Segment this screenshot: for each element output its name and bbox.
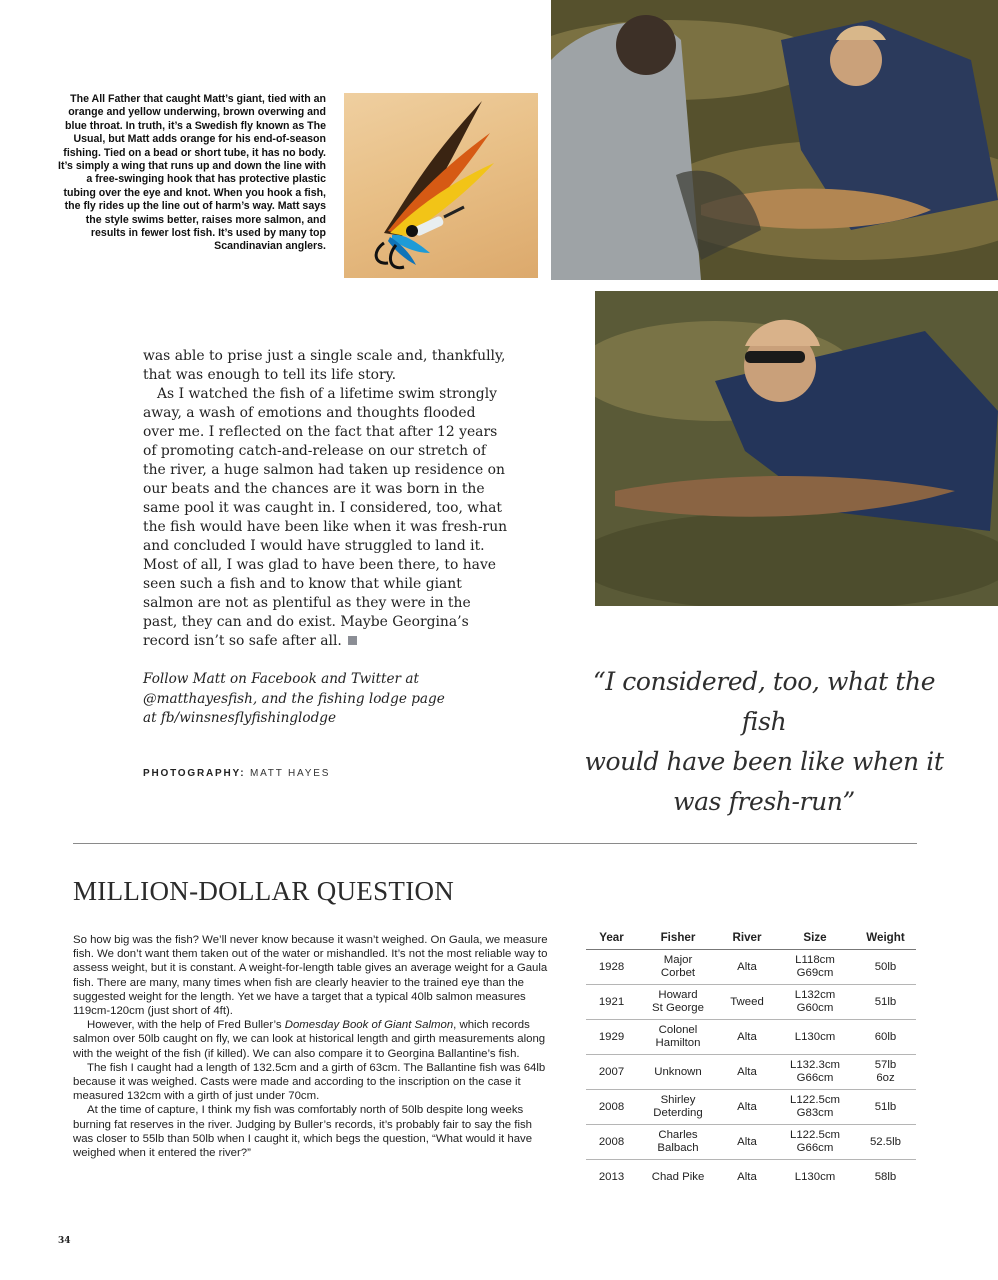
table-row	[586, 985, 916, 1020]
table-row	[586, 1055, 916, 1090]
section-paragraph-text: However, with the help of Fred Buller’s	[87, 1019, 285, 1032]
cell-size-line: L132.3cm	[789, 1059, 841, 1071]
cell-fisher	[637, 1090, 719, 1125]
fly-photo	[344, 93, 538, 278]
column-header-size: Size	[803, 930, 827, 944]
cell-year	[586, 950, 637, 985]
end-of-article-mark	[348, 636, 357, 645]
cell-fisher-line: Howard	[658, 989, 698, 1001]
cell-river	[719, 1020, 775, 1055]
cell-weight-line: 51lb	[874, 1100, 897, 1113]
book-title: Domesday Book of Giant Salmon	[284, 1019, 454, 1032]
pull-quote-line: was fresh-run”	[673, 787, 855, 816]
cell-size	[775, 985, 855, 1020]
follow-line: @matthayesfish, and the fishing lodge page	[143, 690, 445, 707]
cell-size-line: L122.5cm	[789, 1129, 841, 1141]
story-paragraph	[143, 385, 508, 651]
photo-credit-label: PHOTOGRAPHY:	[143, 768, 246, 779]
cell-fisher-line: Charles	[658, 1129, 698, 1141]
table-header-row	[586, 925, 916, 950]
cell-size-line: L130cm	[794, 1030, 836, 1043]
cell-size	[775, 1090, 855, 1125]
photo-credit-name: MATT HAYES	[249, 768, 331, 779]
cell-year	[586, 985, 637, 1020]
follow-line: Follow Matt on Facebook and Twitter at	[143, 671, 419, 687]
cell-weight-line: 52.5lb	[869, 1135, 902, 1148]
cell-river	[719, 1090, 775, 1125]
follow-line: at fb/winsnesflyfishinglodge	[143, 710, 337, 726]
story-paragraph-text: As I watched the fish of a lifetime swim strongly away, a wash of emotions and thoughts flooded over me. I reflected on the fact that after 12 years of promoting catch-and-release on our stretch of the river, a huge salmon had taken up residence on our beats and the chances are it was born in the same pool it was caught in. I considered, too, what the fish would have been like when it was fresh-run and concluded I would have struggled to land it. Most of all, I was glad to have been there, to have seen such a fish and to know that while giant salmon are not as plentiful as they were in the past, they can and do exist. Maybe Georgina’s record isn’t so safe after all.	[143, 386, 508, 649]
cell-fisher-line: St George	[652, 1002, 704, 1014]
section-paragraph-text: , which records salmon over 50lb caught on fly, we can look at historical length and girth measurements along with the weight of the fish (if killed). We can also compare it to Georgina Ballantine’s fish.	[73, 1019, 546, 1060]
cell-weight-line: 51lb	[874, 995, 897, 1008]
cell-weight-line: 6oz	[876, 1072, 895, 1084]
section-paragraph: The fish I caught had a length of 132.5cm and a girth of 63cm. The Ballantine fish was 64lb because it was weighed. Casts were made and according to the inscription on the case it measured 132cm with a girth of just under 70cm.	[73, 1061, 546, 1103]
cell-year	[586, 1020, 637, 1055]
cell-year	[586, 1125, 637, 1160]
section-paragraph	[73, 1018, 551, 1061]
cell-fisher-line: Unknown	[654, 1065, 702, 1078]
pull-quote	[578, 662, 950, 822]
cell-river	[719, 1125, 775, 1160]
section-body	[73, 933, 551, 1160]
story-body	[143, 347, 508, 651]
cell-fisher-line: Colonel	[658, 1024, 698, 1036]
column-header-weight: Weight	[866, 930, 905, 944]
cell-river-line: Alta	[737, 1030, 757, 1043]
section-paragraph: So how big was the fish? We’ll never know because it wasn’t weighed. On Gaula, we measure fish. We don’t want them taken out of the water or mishandled. It’s not the most reliable way to assess weight, but it is constant. A weight-for-length table gives an average weight for a Gaula fish. There are many, many times when fish are clearly heavier to the trained eye than the suggested weight for the length. Yet we have a target that a typical 40lb salmon measures 119cm-120cm (just short of 4ft).	[73, 934, 548, 1018]
cell-year-line: 2013	[598, 1170, 625, 1183]
pull-quote-line: would have been like when it	[584, 747, 944, 776]
cell-river-line: Tweed	[730, 995, 764, 1008]
photo-credit	[143, 768, 330, 779]
table-row	[586, 1125, 916, 1160]
cell-weight	[855, 1020, 916, 1055]
table-row	[586, 950, 916, 985]
cell-year	[586, 1055, 637, 1090]
cell-year-line: 2008	[598, 1135, 625, 1148]
cell-weight	[855, 1090, 916, 1125]
cell-size-line: L132cm	[794, 989, 836, 1001]
salmon-fly-illustration	[344, 93, 538, 278]
cell-size-line: L122.5cm	[789, 1094, 841, 1106]
table-row	[586, 1090, 916, 1125]
cell-fisher-line: Major	[663, 954, 693, 966]
column-header-year: Year	[599, 930, 624, 944]
cell-weight	[855, 985, 916, 1020]
cell-size-line: L118cm	[795, 954, 835, 966]
cell-weight	[855, 1125, 916, 1160]
cell-size-line: G66cm	[796, 1142, 834, 1154]
cell-fisher-line: Shirley	[660, 1094, 696, 1106]
table-row	[586, 1020, 916, 1055]
cell-river	[719, 985, 775, 1020]
cell-size	[775, 950, 855, 985]
cell-river-line: Alta	[737, 960, 757, 973]
cell-river-line: Alta	[737, 1100, 757, 1113]
cell-river	[719, 1055, 775, 1090]
cell-river-line: Alta	[737, 1065, 757, 1078]
cell-river-line: Alta	[737, 1170, 757, 1183]
section-paragraph: At the time of capture, I think my fish was comfortably north of 50lb despite long weeks burning fat reserves in the river. Judging by Buller’s records, it’s probably fair to say the fish was closer to 55lb than 50lb when I caught it, which begs the question, “What would it have weighed when it entered the river?”	[73, 1104, 533, 1160]
cell-fisher-line: Deterding	[653, 1107, 703, 1119]
cell-size-line: G69cm	[796, 967, 834, 979]
cell-fisher-line: Chad Pike	[651, 1170, 705, 1183]
follow-info	[143, 670, 483, 729]
cell-fisher	[637, 1160, 719, 1195]
anglers-with-salmon-photo	[551, 0, 998, 280]
section-heading: MILLION-DOLLAR QUESTION	[73, 876, 455, 906]
cell-size	[775, 1125, 855, 1160]
cell-weight-line: 58lb	[874, 1170, 897, 1183]
cell-size-line: L130cm	[794, 1170, 836, 1183]
cell-fisher	[637, 1020, 719, 1055]
cell-size	[775, 1055, 855, 1090]
cell-fisher	[637, 950, 719, 985]
fly-caption: The All Father that caught Matt’s giant, tied with an orange and yellow underwing, brown overwing and blue throat. In truth, it’s a Swedish fly known as The Usual, but Matt adds orange for his end-of-season fishing. Tied on a bead or short tube, it has no body. It’s simply a wing that runs up and down the line with a free-swinging hook that has protective plastic tubing over the eye and knot. When you hook a fish, the fly rides up the line out of harm’s way. Matt says the style swims better, raises more salmon, and results in fewer lost fish. It’s used by many top Scandinavian anglers.	[58, 93, 326, 253]
page-number: 34	[58, 1236, 71, 1246]
section-divider	[73, 843, 917, 844]
cell-size	[775, 1160, 855, 1195]
cell-weight-line: 60lb	[874, 1030, 897, 1043]
cell-size-line: G60cm	[796, 1002, 834, 1014]
column-header-fisher: Fisher	[660, 930, 696, 944]
angler-releasing-salmon-photo	[595, 291, 998, 606]
cell-weight	[855, 950, 916, 985]
cell-river	[719, 950, 775, 985]
cell-weight-line: 57lb	[874, 1059, 897, 1071]
cell-weight	[855, 1055, 916, 1090]
cell-year	[586, 1090, 637, 1125]
cell-year-line: 1928	[598, 960, 625, 973]
giant-salmon-table	[586, 925, 916, 1194]
cell-fisher-line: Corbet	[660, 967, 696, 979]
table-row	[586, 1160, 916, 1195]
cell-year	[586, 1160, 637, 1195]
cell-fisher	[637, 1055, 719, 1090]
cell-size-line: G83cm	[796, 1107, 834, 1119]
cell-fisher	[637, 1125, 719, 1160]
cell-fisher-line: Balbach	[657, 1142, 699, 1154]
cell-river-line: Alta	[737, 1135, 757, 1148]
cell-fisher-line: Hamilton	[655, 1037, 701, 1049]
cell-fisher	[637, 985, 719, 1020]
pull-quote-line: “I considered, too, what the fish	[592, 667, 936, 736]
cell-size	[775, 1020, 855, 1055]
column-header-river: River	[732, 930, 762, 944]
cell-year-line: 1921	[598, 995, 625, 1008]
cell-weight	[855, 1160, 916, 1195]
cell-size-line: G66cm	[796, 1072, 834, 1084]
cell-year-line: 2007	[598, 1065, 625, 1078]
cell-river	[719, 1160, 775, 1195]
story-paragraph: was able to prise just a single scale and, thankfully, that was enough to tell its life story.	[143, 348, 506, 383]
cell-year-line: 2008	[598, 1100, 625, 1113]
cell-weight-line: 50lb	[874, 960, 897, 973]
cell-year-line: 1929	[598, 1030, 625, 1043]
